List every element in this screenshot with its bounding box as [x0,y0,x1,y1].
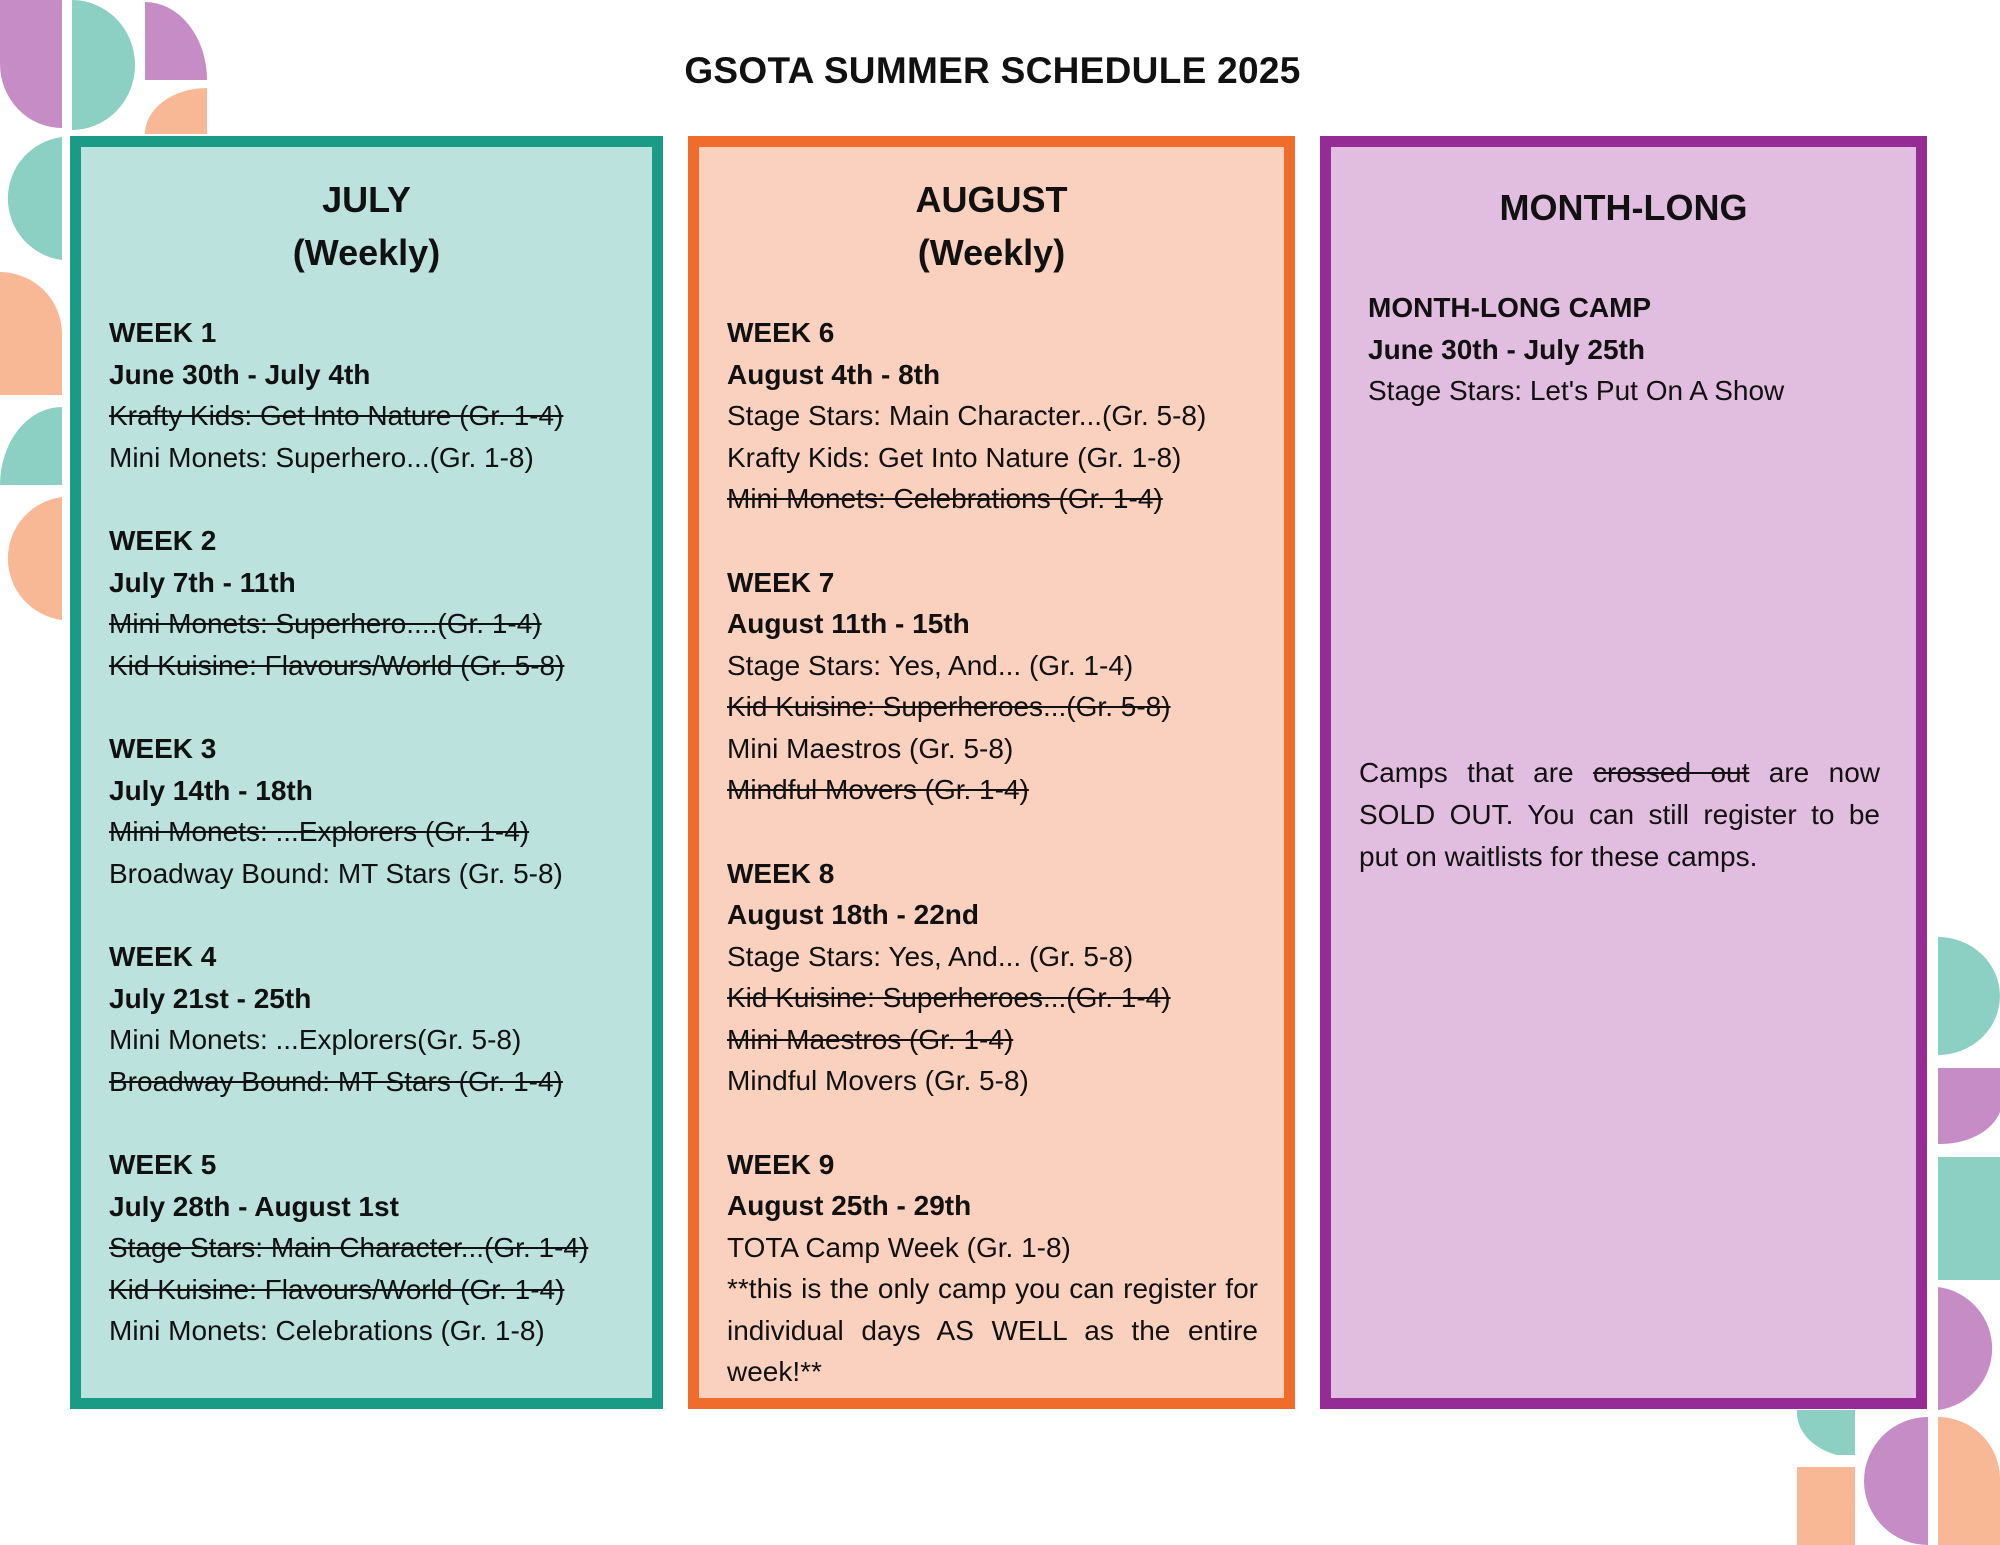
camp-item-sold-out: Mini Monets: Superhero....(Gr. 1-4) [109,608,542,639]
camp-item: Mindful Movers (Gr. 5-8) [727,1065,1029,1096]
camp-item-sold-out: Kid Kuisine: Flavours/World (Gr. 5-8) [109,649,565,681]
camp-item: Broadway Bound: MT Stars (Gr. 5-8) [109,857,563,889]
week-block [727,1144,1258,1393]
page-title: GSOTA SUMMER SCHEDULE 2025 [684,50,1301,91]
deco-quarter-purple-right [1938,1068,2000,1144]
august-column [688,136,1295,1409]
camp-item-sold-out: Mini Maestros (Gr. 1-4) [727,1023,1014,1055]
camp-item-sold-out: Broadway Bound: MT Stars (Gr. 1-4) [109,1065,563,1097]
august-heading [699,173,1284,279]
sold-out-info-example: crossed out [1593,757,1750,788]
camp-item-sold-out: Kid Kuisine: Flavours/World (Gr. 1-4) [109,1273,565,1305]
week-dates: August 25th - 29th [727,1190,972,1221]
month-long-camp-name: Stage Stars: Let's Put On A Show [1368,375,1785,406]
deco-arch-peach-left [0,272,62,395]
camp-item: Stage Stars: Yes, And... (Gr. 5-8) [727,940,1134,972]
camp-item-sold-out: Stage Stars: Main Character...(Gr. 1-4) [109,1232,589,1263]
week-block [727,562,1258,811]
august-heading-month: AUGUST [915,179,1068,220]
week-dates: August 4th - 8th [727,358,941,390]
camp-item: TOTA Camp Week (Gr. 1-8) [727,1231,1071,1263]
week-dates: July 14th - 18th [109,774,313,806]
july-weeks-list [81,312,652,1352]
month-long-camp-label: MONTH-LONG CAMP [1368,292,1652,323]
week-block [109,1144,622,1352]
week-label: WEEK 8 [727,857,835,889]
july-column [70,136,663,1409]
deco-quarter-peach [145,88,207,134]
sold-out-info [1359,752,1880,878]
camp-item: Mini Monets: ...Explorers(Gr. 5-8) [109,1024,522,1055]
month-long-column [1320,136,1927,1409]
camp-item-sold-out: Krafty Kids: Get Into Nature (Gr. 1-4) [109,400,564,431]
week-label: WEEK 4 [109,941,217,972]
camp-item: Mini Monets: Superhero...(Gr. 1-8) [109,441,534,473]
week-block [109,520,622,686]
month-long-camp [1331,287,1916,412]
week-label: WEEK 9 [727,1148,835,1180]
august-heading-frequency: (Weekly) [917,232,1066,273]
deco-half-circle-teal-left [8,137,62,260]
deco-quarter-teal-bottom [1797,1410,1855,1455]
week-dates: June 30th - July 4th [109,358,371,390]
week-dates: July 21st - 25th [109,982,312,1014]
week-note: **this is the only camp you can register for individual days AS WELL as the entire week!** [727,1273,1258,1387]
week-label: WEEK 3 [109,733,217,764]
camp-item: Mini Monets: Celebrations (Gr. 1-8) [109,1315,545,1346]
sold-out-info-before: Camps that are [1359,757,1574,788]
week-dates: July 7th - 11th [109,566,296,598]
august-weeks-list [699,312,1284,1393]
july-heading-month: JULY [322,179,411,220]
week-block [727,312,1258,520]
week-dates: August 18th - 22nd [727,899,980,930]
deco-half-circle-peach-left [8,497,62,620]
week-dates: July 28th - August 1st [109,1190,399,1222]
deco-half-circle-purple-bottom [1864,1417,1928,1545]
week-block [109,936,622,1102]
week-label: WEEK 5 [109,1149,217,1180]
july-heading [81,173,652,279]
camp-item: Stage Stars: Yes, And... (Gr. 1-4) [727,649,1134,681]
week-block [109,728,622,894]
deco-half-circle-teal-right [1938,937,2000,1055]
camp-item: Krafty Kids: Get Into Nature (Gr. 1-8) [727,441,1182,473]
camp-item-sold-out: Mini Monets: ...Explorers (Gr. 1-4) [109,816,530,847]
camp-item-sold-out: Mindful Movers (Gr. 1-4) [727,774,1029,805]
camp-item: Stage Stars: Main Character...(Gr. 5-8) [727,400,1207,431]
week-block [727,853,1258,1102]
week-label: WEEK 1 [109,317,217,348]
camp-item-sold-out: Mini Monets: Celebrations (Gr. 1-4) [727,483,1163,514]
week-dates: August 11th - 15th [727,608,970,639]
deco-quarter-peach-corner [1938,1417,2000,1545]
month-long-heading: MONTH-LONG [1499,187,1748,228]
week-label: WEEK 7 [727,566,835,598]
camp-item: Mini Maestros (Gr. 5-8) [727,732,1014,764]
camp-item-sold-out: Kid Kuisine: Superheroes...(Gr. 5-8) [727,691,1171,722]
deco-arch-teal-left [0,407,62,485]
week-block [109,312,622,478]
camp-item-sold-out: Kid Kuisine: Superheroes...(Gr. 1-4) [727,982,1171,1013]
july-heading-frequency: (Weekly) [292,232,441,273]
week-label: WEEK 2 [109,525,217,556]
deco-arch-teal-right [1938,1157,2000,1280]
deco-half-circle-purple-right [1938,1287,1992,1410]
week-label: WEEK 6 [727,317,835,348]
sold-out-info-after: are now SOLD OUT. You can still register to be put on waitlists for these camps. [1359,757,1881,872]
deco-quarter-peach-bottom [1797,1467,1855,1545]
month-long-camp-dates: June 30th - July 25th [1368,333,1645,365]
